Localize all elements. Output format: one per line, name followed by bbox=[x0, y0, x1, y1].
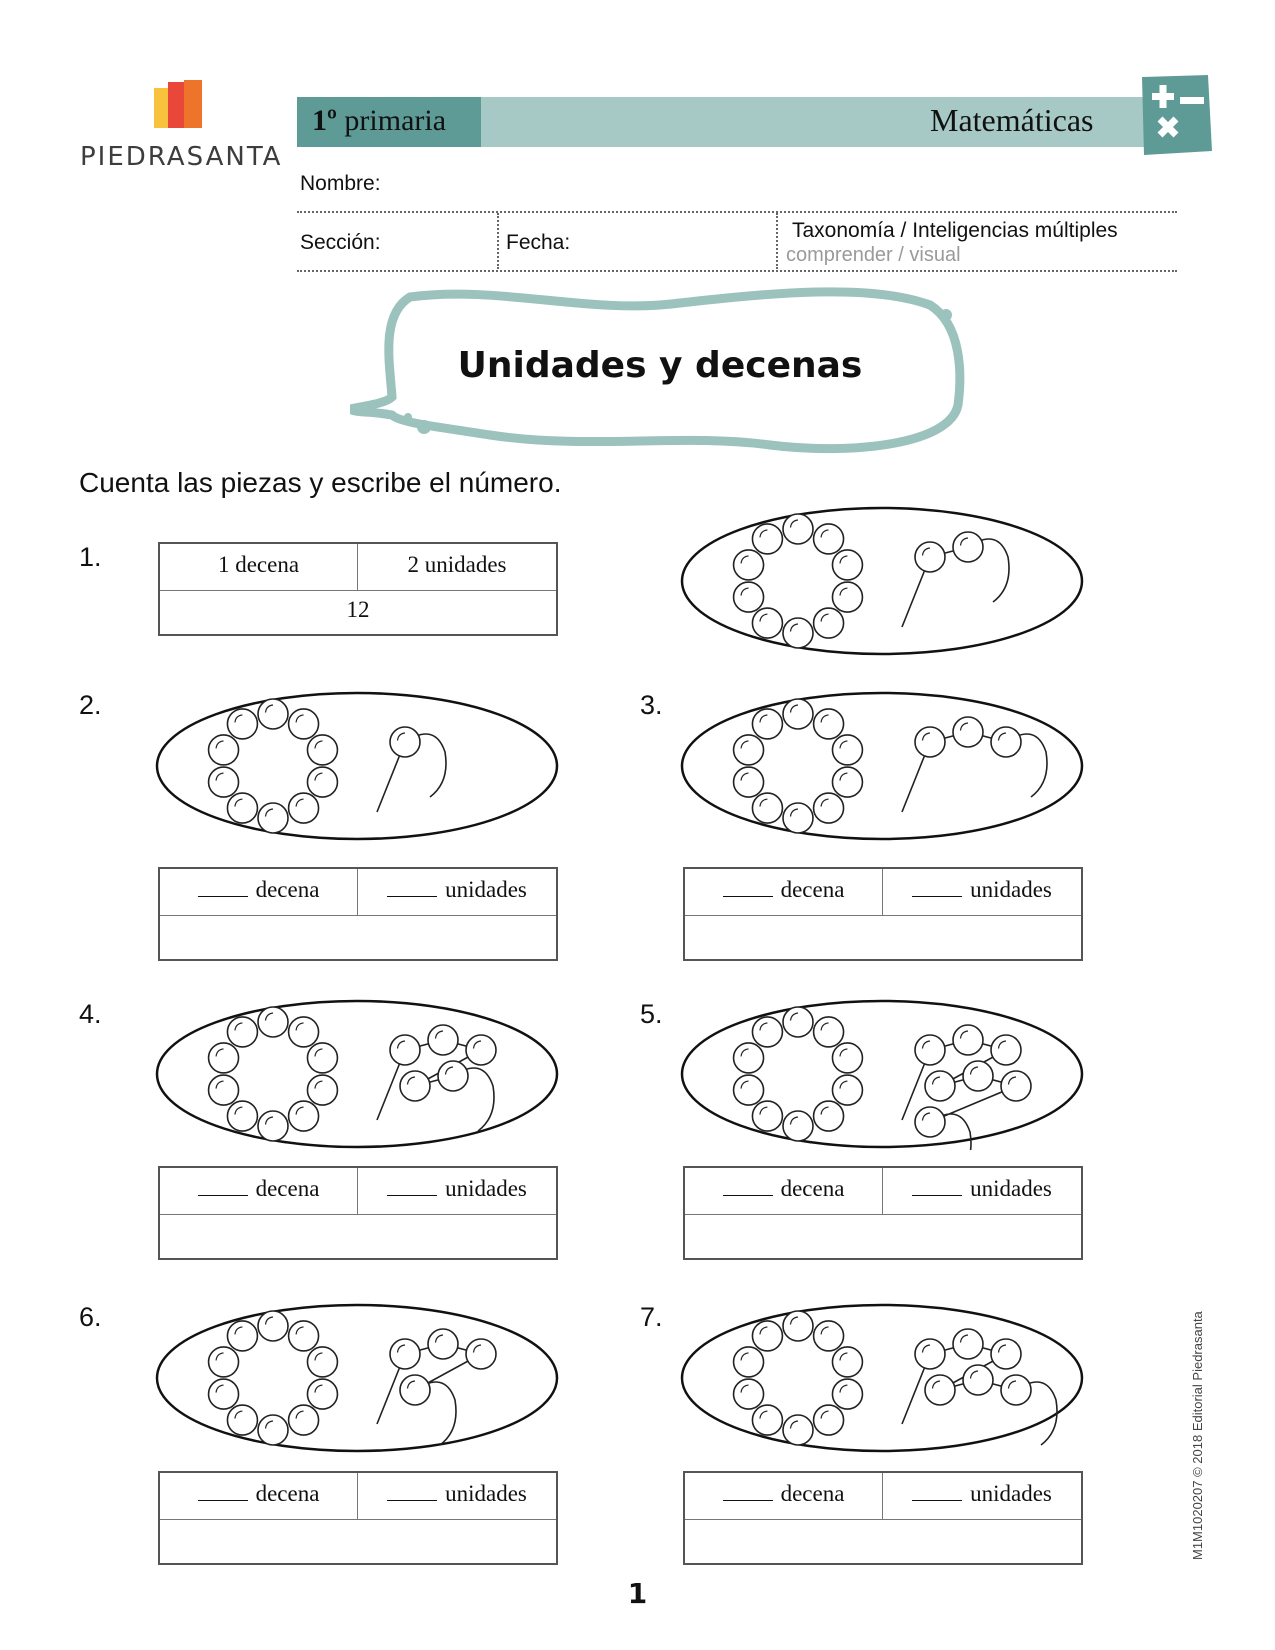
bead bbox=[258, 1311, 288, 1341]
tens-cell bbox=[685, 1473, 883, 1519]
beads-illustration bbox=[680, 505, 1084, 657]
tens-label: decena bbox=[780, 1481, 845, 1506]
bead bbox=[209, 1379, 239, 1409]
units-cell bbox=[883, 1473, 1081, 1519]
answer-table bbox=[683, 1166, 1083, 1260]
bead bbox=[734, 1379, 764, 1409]
bead-group-outline bbox=[682, 693, 1082, 839]
bead bbox=[832, 1379, 862, 1409]
bead-group-outline bbox=[157, 693, 557, 839]
section-label: Sección: bbox=[300, 231, 381, 254]
copyright-text: M1M1020207 © 2018 Editorial Piedrasanta bbox=[1190, 1311, 1205, 1560]
bead bbox=[991, 727, 1021, 757]
exercise-number: 4. bbox=[79, 999, 102, 1029]
page-title: Unidades y decenas bbox=[457, 345, 863, 386]
bead bbox=[752, 608, 782, 638]
answer-table bbox=[158, 1166, 558, 1260]
tens-blank[interactable] bbox=[198, 876, 248, 897]
answer-cell[interactable] bbox=[685, 1519, 1081, 1565]
bead bbox=[227, 1321, 257, 1351]
bead bbox=[1001, 1071, 1031, 1101]
bead bbox=[307, 1379, 337, 1409]
bead bbox=[832, 735, 862, 765]
bead bbox=[734, 1075, 764, 1105]
bead bbox=[783, 1415, 813, 1445]
tens-label: decena bbox=[255, 877, 320, 902]
instruction-text: Cuenta las piezas y escribe el número. bbox=[79, 467, 562, 498]
bead bbox=[209, 1075, 239, 1105]
units-cell bbox=[883, 869, 1081, 915]
bead bbox=[289, 1321, 319, 1351]
tens-label: 1 decena bbox=[217, 552, 300, 577]
bead bbox=[814, 1321, 844, 1351]
answer-cell[interactable] bbox=[160, 1519, 556, 1565]
tens-blank[interactable] bbox=[723, 1480, 773, 1501]
units-cell bbox=[358, 1473, 556, 1519]
bead bbox=[814, 709, 844, 739]
bead bbox=[752, 524, 782, 554]
answer-cell[interactable] bbox=[160, 915, 556, 961]
bead bbox=[289, 1405, 319, 1435]
bead bbox=[991, 1035, 1021, 1065]
bead bbox=[289, 793, 319, 823]
bead bbox=[227, 1101, 257, 1131]
bead bbox=[209, 735, 239, 765]
exercise-number: 3. bbox=[640, 690, 663, 720]
exercise-number: 1. bbox=[79, 542, 102, 572]
beads-illustration bbox=[680, 1302, 1084, 1454]
answer-table bbox=[158, 867, 558, 961]
bead bbox=[734, 550, 764, 580]
bead bbox=[227, 709, 257, 739]
exercise-number: 2. bbox=[79, 690, 102, 720]
grade-word: primaria bbox=[344, 104, 447, 137]
units-label: unidades bbox=[445, 1481, 527, 1506]
bead bbox=[734, 735, 764, 765]
bead bbox=[209, 767, 239, 797]
bead bbox=[307, 767, 337, 797]
units-cell bbox=[358, 1168, 556, 1214]
bead bbox=[963, 1365, 993, 1395]
bead bbox=[783, 803, 813, 833]
bead bbox=[915, 1339, 945, 1369]
bead bbox=[466, 1035, 496, 1065]
units-label: unidades bbox=[970, 1481, 1052, 1506]
divider bbox=[297, 211, 1177, 213]
bead bbox=[209, 1043, 239, 1073]
units-blank[interactable] bbox=[912, 1480, 962, 1501]
tens-cell bbox=[160, 544, 358, 590]
bead bbox=[209, 1347, 239, 1377]
bead bbox=[734, 767, 764, 797]
bead bbox=[915, 727, 945, 757]
beads-illustration bbox=[155, 998, 559, 1150]
beads-illustration bbox=[155, 1302, 559, 1454]
bead bbox=[734, 1043, 764, 1073]
units-blank[interactable] bbox=[912, 1175, 962, 1196]
answer-table bbox=[158, 1471, 558, 1565]
bead bbox=[752, 1405, 782, 1435]
tens-blank[interactable] bbox=[723, 1175, 773, 1196]
bead bbox=[814, 1101, 844, 1131]
bead bbox=[783, 514, 813, 544]
divider bbox=[297, 270, 1177, 272]
bead bbox=[783, 1311, 813, 1341]
bead-group-outline bbox=[157, 1305, 557, 1451]
units-label: unidades bbox=[970, 877, 1052, 902]
bead bbox=[752, 1101, 782, 1131]
bead bbox=[832, 767, 862, 797]
taxonomy-label: Taxonomía / Inteligencias múltiples bbox=[792, 219, 1118, 242]
tens-cell bbox=[685, 869, 883, 915]
bead bbox=[752, 1321, 782, 1351]
bead bbox=[814, 1405, 844, 1435]
page-number: 1 bbox=[627, 1577, 648, 1610]
bead bbox=[258, 1415, 288, 1445]
units-cell bbox=[358, 544, 556, 590]
answer-table bbox=[683, 1471, 1083, 1565]
bead bbox=[953, 1329, 983, 1359]
exercise-number: 6. bbox=[79, 1302, 102, 1332]
bead bbox=[289, 1101, 319, 1131]
bead bbox=[783, 1007, 813, 1037]
bead bbox=[438, 1061, 468, 1091]
units-label: unidades bbox=[445, 877, 527, 902]
bead bbox=[925, 1375, 955, 1405]
bead bbox=[953, 1025, 983, 1055]
answer-cell[interactable] bbox=[685, 915, 1081, 961]
bead-group-outline bbox=[157, 1001, 557, 1147]
bead bbox=[783, 618, 813, 648]
bead bbox=[400, 1071, 430, 1101]
bead bbox=[925, 1071, 955, 1101]
units-blank[interactable] bbox=[387, 876, 437, 897]
logo-book-icon bbox=[154, 80, 206, 132]
tens-cell bbox=[160, 869, 358, 915]
brand-logo: PIEDRASANTA bbox=[80, 142, 283, 172]
exercise-number: 5. bbox=[640, 999, 663, 1029]
bead bbox=[428, 1025, 458, 1055]
bead bbox=[227, 793, 257, 823]
bead bbox=[390, 1035, 420, 1065]
name-label: Nombre: bbox=[300, 172, 381, 195]
bead bbox=[752, 709, 782, 739]
beads-illustration bbox=[680, 998, 1084, 1150]
bead bbox=[390, 1339, 420, 1369]
answer-cell[interactable] bbox=[160, 1214, 556, 1260]
answer-cell: 12 bbox=[346, 597, 370, 622]
bead bbox=[466, 1339, 496, 1369]
bead bbox=[783, 1111, 813, 1141]
bead bbox=[400, 1375, 430, 1405]
bead bbox=[307, 1347, 337, 1377]
math-operations-icon bbox=[1138, 73, 1214, 159]
units-cell bbox=[883, 1168, 1081, 1214]
bead bbox=[734, 582, 764, 612]
tens-blank[interactable] bbox=[723, 876, 773, 897]
bead bbox=[307, 1075, 337, 1105]
bead-group-outline bbox=[682, 508, 1082, 654]
bead bbox=[814, 1017, 844, 1047]
bead bbox=[307, 735, 337, 765]
beads-illustration bbox=[680, 690, 1084, 842]
bead bbox=[832, 582, 862, 612]
units-label: 2 unidades bbox=[407, 552, 507, 577]
date-label: Fecha: bbox=[506, 231, 571, 254]
bead bbox=[953, 717, 983, 747]
bead bbox=[963, 1061, 993, 1091]
answer-table bbox=[158, 542, 558, 636]
bead bbox=[390, 727, 420, 757]
tens-blank[interactable] bbox=[198, 1175, 248, 1196]
tens-label: decena bbox=[255, 1176, 320, 1201]
bead bbox=[915, 1107, 945, 1137]
taxonomy-value: comprender / visual bbox=[786, 244, 961, 266]
units-blank[interactable] bbox=[912, 876, 962, 897]
bead bbox=[289, 709, 319, 739]
bead bbox=[428, 1329, 458, 1359]
bead bbox=[953, 532, 983, 562]
bead bbox=[832, 1075, 862, 1105]
bead bbox=[915, 1035, 945, 1065]
units-label: unidades bbox=[445, 1176, 527, 1201]
bead bbox=[814, 608, 844, 638]
bead bbox=[227, 1017, 257, 1047]
units-blank[interactable] bbox=[387, 1480, 437, 1501]
tens-cell bbox=[160, 1473, 358, 1519]
bead bbox=[814, 793, 844, 823]
divider bbox=[497, 213, 499, 269]
bead bbox=[915, 542, 945, 572]
tens-label: decena bbox=[780, 1176, 845, 1201]
units-label: unidades bbox=[970, 1176, 1052, 1201]
bead bbox=[258, 699, 288, 729]
tens-cell bbox=[160, 1168, 358, 1214]
bead bbox=[752, 1017, 782, 1047]
bead bbox=[832, 1347, 862, 1377]
bead bbox=[991, 1339, 1021, 1369]
bead bbox=[227, 1405, 257, 1435]
bead bbox=[258, 803, 288, 833]
beads-illustration bbox=[155, 690, 559, 842]
bead bbox=[307, 1043, 337, 1073]
exercise-number: 7. bbox=[640, 1302, 663, 1332]
tens-cell bbox=[685, 1168, 883, 1214]
subject-title: Matemáticas bbox=[930, 102, 1094, 138]
answer-cell[interactable] bbox=[685, 1214, 1081, 1260]
grade-label bbox=[312, 104, 446, 138]
tens-label: decena bbox=[780, 877, 845, 902]
bead bbox=[258, 1007, 288, 1037]
bead bbox=[734, 1347, 764, 1377]
answer-table bbox=[683, 867, 1083, 961]
grade-number: 1º bbox=[312, 104, 337, 137]
bead bbox=[832, 550, 862, 580]
tens-blank[interactable] bbox=[198, 1480, 248, 1501]
units-blank[interactable] bbox=[387, 1175, 437, 1196]
bead bbox=[832, 1043, 862, 1073]
bead bbox=[783, 699, 813, 729]
divider bbox=[776, 213, 778, 269]
units-cell bbox=[358, 869, 556, 915]
bead bbox=[752, 793, 782, 823]
bead bbox=[814, 524, 844, 554]
bead bbox=[258, 1111, 288, 1141]
tens-label: decena bbox=[255, 1481, 320, 1506]
bead bbox=[1001, 1375, 1031, 1405]
bead bbox=[289, 1017, 319, 1047]
